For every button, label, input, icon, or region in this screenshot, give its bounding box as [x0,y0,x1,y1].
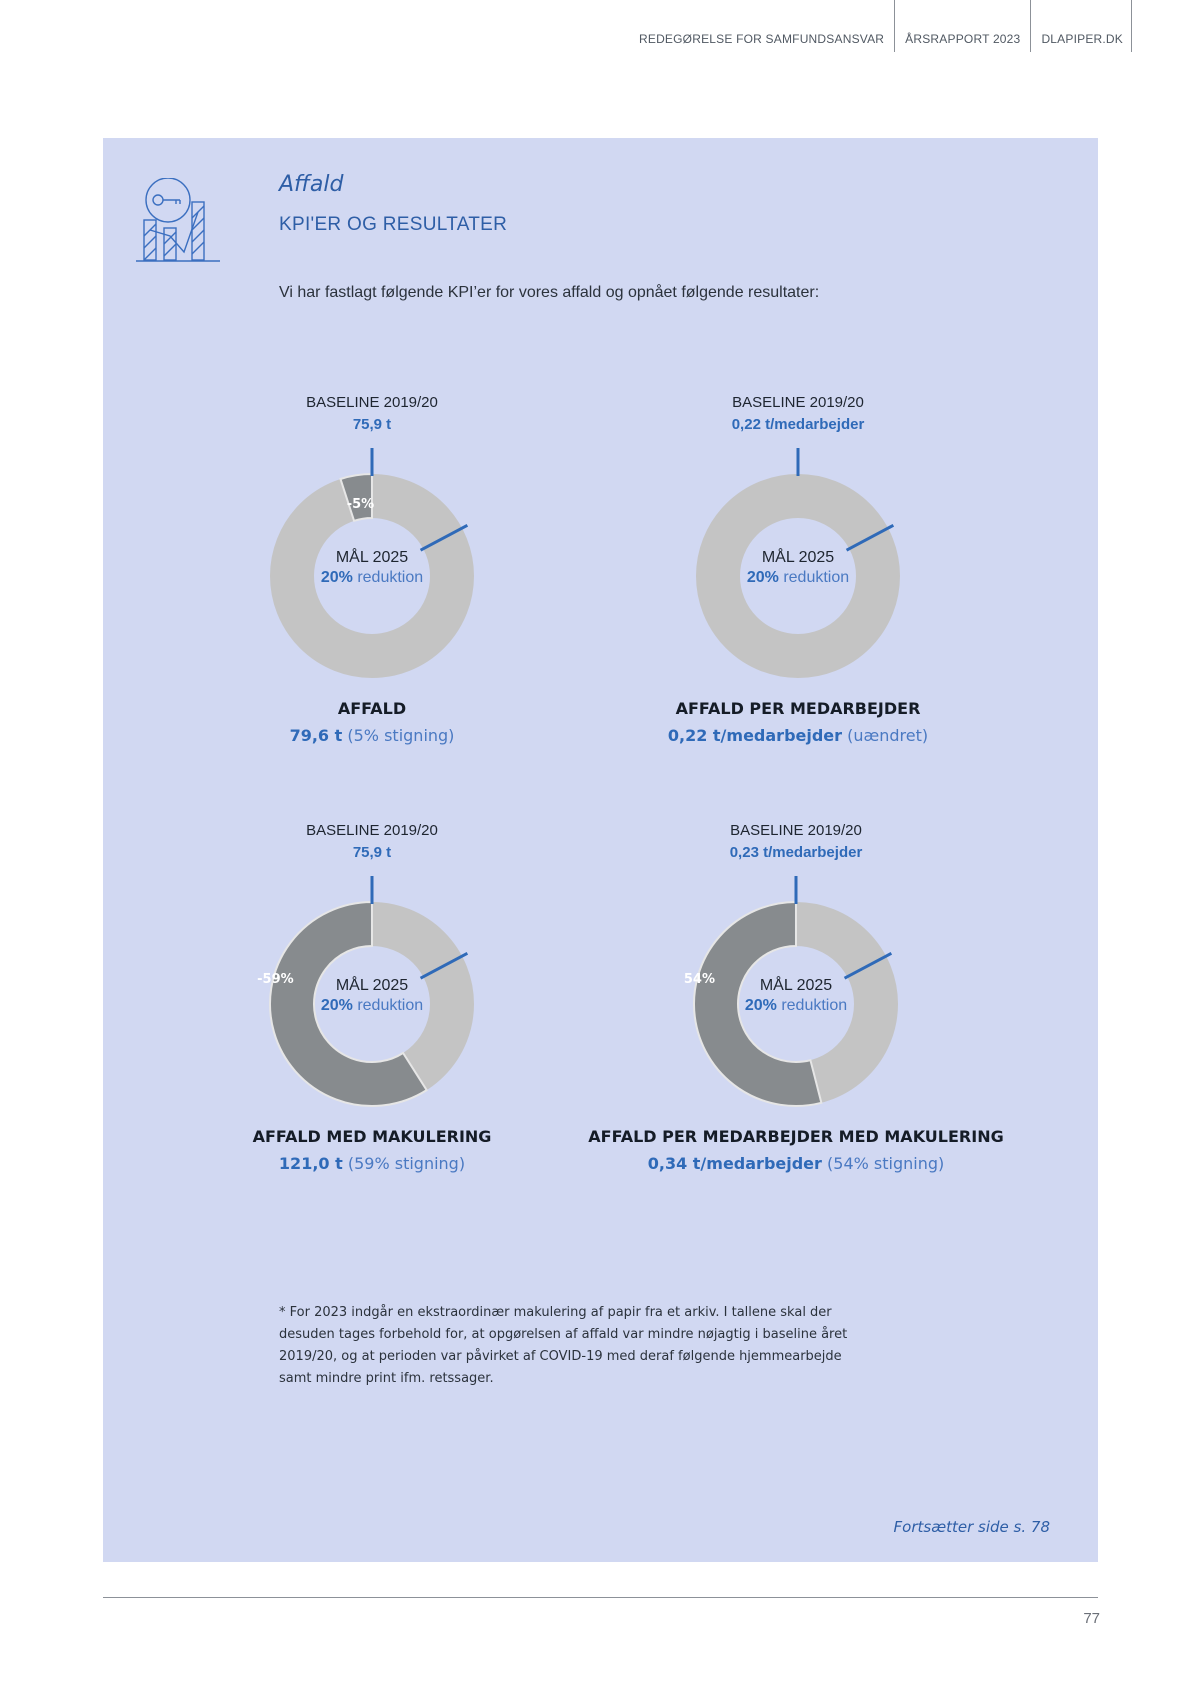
continue-link[interactable]: Fortsætter side s. 78 [893,1518,1050,1536]
kpi-title: AFFALD PER MEDARBEJDER [675,699,921,718]
baseline-value: 0,23 t/medarbejder [729,844,863,861]
bottom-divider [103,1597,1098,1598]
goal-line [162,569,582,587]
goal-word: reduktion [783,569,850,586]
nav-annual-report[interactable]: ÅRSRAPPORT 2023 [895,0,1031,52]
result-value: 0,22 t/medarbejder [667,726,843,745]
change-label: 54% [683,972,715,988]
goal-value: 20% [746,569,779,586]
goal-line [162,997,582,1015]
baseline-value: 0,22 t/medarbejder [731,416,865,433]
kpi-result [548,726,1048,745]
kpi-result [546,1154,1046,1173]
goal-word: reduktion [357,997,424,1014]
kpi-chart-affald-per-medarbejder [588,394,1008,754]
baseline-value: 75,9 t [352,844,392,861]
goal-title: MÅL 2025 [759,977,833,994]
nav-website-link[interactable]: DLAPIPER.DK [1031,0,1132,52]
section-intro: Vi har fastlagt følgende KPI’er for vores affald og opnået følgende resultater: [279,284,820,301]
baseline-label: BASELINE 2019/20 [732,394,864,411]
change-label: -59% [257,972,294,988]
goal-word: reduktion [357,569,424,586]
result-note: (5% stigning) [347,726,455,745]
result-value: 121,0 t [278,1154,343,1173]
goal-title: MÅL 2025 [335,549,409,566]
goal-title: MÅL 2025 [761,549,835,566]
goal-value: 20% [320,569,353,586]
kpi-title: AFFALD [337,699,407,718]
page-number: 77 [1083,1610,1100,1627]
footnote: * For 2023 indgår en ekstraordinær makulering af papir fra et arkiv. I tallene skal der desuden tages forbehold for, at opgørelsen af affald var mindre nøjagtig i baseline året 2019/20, og at perioden var påvirket af COVID-19 med deraf følgende hjemmearbejde samt mindre print ifm. retssager. [279,1305,848,1386]
section-subtitle: KPI'ER OG RESULTATER [279,214,508,235]
baseline-label: BASELINE 2019/20 [306,822,438,839]
goal-value: 20% [320,997,353,1014]
kpi-result [122,726,622,745]
kpi-chart-affald-med-makulering [162,822,582,1182]
result-value: 79,6 t [289,726,343,745]
goal-line [586,997,1006,1015]
kpi-title: AFFALD MED MAKULERING [252,1127,492,1146]
baseline-label: BASELINE 2019/20 [306,394,438,411]
key-chart-icon [136,178,224,262]
top-navigation [629,0,1132,52]
result-note: (54% stigning) [827,1154,945,1173]
goal-line [588,569,1008,587]
baseline-label: BASELINE 2019/20 [730,822,862,839]
baseline-value: 75,9 t [352,416,392,433]
result-value: 0,34 t/medarbejder [647,1154,822,1173]
kpi-chart-affald-per-medarbejder-med-makulering [586,822,1006,1182]
kpi-title: AFFALD PER MEDARBEJDER MED MAKULERING [588,1127,1004,1146]
nav-report-section[interactable]: REDEGØRELSE FOR SAMFUNDSANSVAR [629,0,895,52]
goal-word: reduktion [781,997,848,1014]
kpi-chart-affald [162,394,582,754]
goal-title: MÅL 2025 [335,977,409,994]
change-label: -5% [346,496,375,512]
result-note: (uændret) [847,726,929,745]
goal-value: 20% [744,997,777,1014]
section-title: Affald [279,172,344,197]
result-note: (59% stigning) [347,1154,466,1173]
